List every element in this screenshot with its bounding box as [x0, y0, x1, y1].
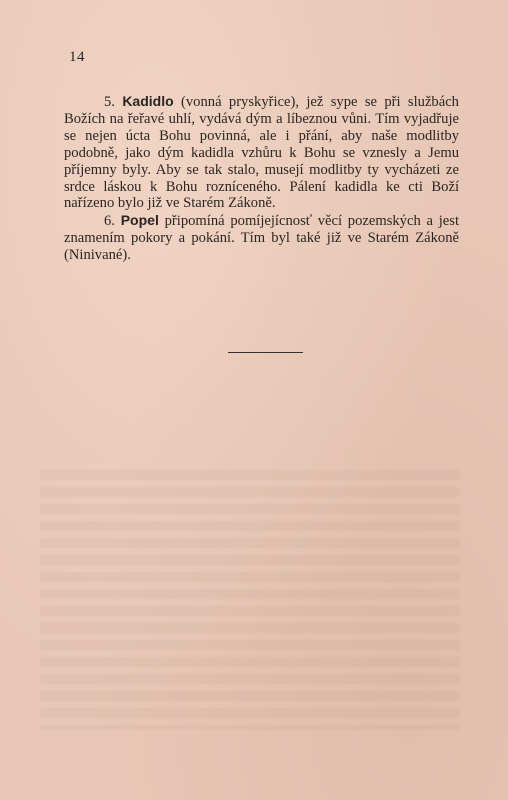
paragraph-text: (vonná pryskyřice), jež sype se při službách Božích na řeřavé uhlí, vydává dým a líbeznou vůni. Tím vyjadřuje se nejen úcta Bohu povinná, ale i přání, aby naše modlitby podobně, jako dým kadidla vzhůru k Bohu se vznesly a Jemu příjemny byly. Aby se tak stalo, musejí modlitby ty vycházeti ze srdce láskou k Bohu rozníceného. Pálení kadidla ke cti Boží nařízeno bylo již ve Starém Zákoně. — [64, 94, 459, 212]
paragraph-popel — [64, 212, 459, 264]
section-divider — [228, 352, 303, 353]
show-through-text — [40, 470, 460, 730]
paragraph-kadidlo — [64, 93, 459, 212]
item-number: 6. — [104, 213, 115, 230]
term-heading: Kadidlo — [122, 93, 174, 109]
page-body — [64, 93, 459, 264]
term-heading: Popel — [120, 212, 159, 229]
item-number: 5. — [104, 94, 115, 110]
page-number: 14 — [69, 49, 85, 65]
paragraph-text: připomíná pomíjejícnosť věcí pozemských a jest znamením pokory a pokání. Tím byl také již ve Starém Zákoně (Ninivané). — [64, 213, 459, 264]
